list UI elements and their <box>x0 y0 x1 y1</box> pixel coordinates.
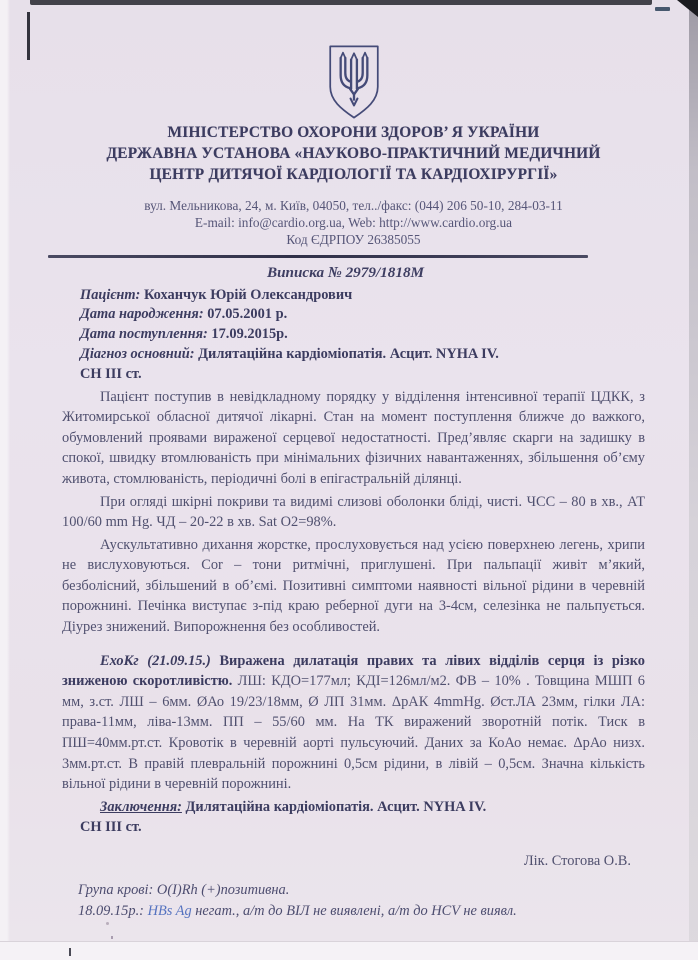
conclusion-line2: СН III ст. <box>80 819 142 836</box>
scan-speck <box>69 948 71 956</box>
lab-footnotes <box>62 880 645 922</box>
serology-date: 18.09.15р.: <box>78 902 148 919</box>
anamnesis-paragraph: Пацієнт поступив в невідкладному порядку у відділення інтенсивної терапії ЦДКК, з Житомирської обласної дитячої лікарні. Стан на момент поступлення ближче до важкого, обумовлений проявами вираженої серцевої недостатності. Пред’являє скарги на задишку в спокої, швидку втомлюваність при мінімальних фізичних навантаженнях, збільшення об’єму живота, стомлюваність, періодичні болі в епігастральній ділянці. <box>62 388 645 487</box>
admission-date-value: 17.09.2015р. <box>211 326 288 343</box>
scan-speck <box>111 936 113 939</box>
blood-group-line: Група крові: O(I)Rh (+)позитивна. <box>78 882 290 898</box>
hbs-ag-highlight: HBs Ag <box>147 902 192 919</box>
header-separator-line <box>48 255 588 258</box>
scan-dash-artifact <box>655 7 670 11</box>
echo-measurements: ЛШ: КДО=177мл; КДІ=126мл/м2. ФВ – 10% . Товщина МШП 6 мм, з.ст. ЛШ – 6мм. ØАо 19/23/18мм, Ø ЛП 31мм. ΔрАК 4mmHg. Øст.ЛА 23мм, гілки ЛА: права-11мм, ліва-13мм. ПП – 55/60 мм. На ТК виражений зворотній потік. Тиск в ПШ=40мм.рт.ст. Кровотік в черевній аорті пульсуючий. Даних за КоАо немає. ΔрАо низх. 3мм.рт.ст. В правій плевральній порожнині 0,5см рідини, в лівій – 0,5см. Значна кількість вільної рідини в черевній порожнині. <box>62 673 646 793</box>
patient-value: Коханчук Юрій Олександрович <box>143 286 353 303</box>
admission-date-row <box>80 325 645 345</box>
edrpou-line: Код ЄДРПОУ 26385055 <box>286 231 421 247</box>
conclusion-value: Дилятаційна кардіоміопатія. Асцит. NYHA IV. <box>181 798 487 815</box>
diagnosis-label: Діагноз основний: <box>80 345 195 362</box>
scan-speck <box>106 922 109 925</box>
ukraine-trident-emblem-icon <box>325 44 383 121</box>
doctor-signature: Лік. Стогова О.В. <box>523 853 631 869</box>
birth-date-value: 07.05.2001 р. <box>207 306 288 323</box>
conclusion-block <box>62 797 645 838</box>
examination-paragraph: При огляді шкірні покриви та видимі слизові оболонки бліді, чисті. ЧСС – 80 в хв., АТ 100/60 mm Hg. ЧД – 20-22 в хв. Sat O2=98%. <box>62 493 645 531</box>
email-web-line: E-mail: info@cardio.org.ua, Web: http://www.cardio.org.ua <box>194 214 513 230</box>
patient-info-block <box>62 286 645 385</box>
birth-date-label: Дата народження: <box>80 306 204 323</box>
document-content <box>62 44 645 922</box>
conclusion-row <box>62 797 645 818</box>
org-line: ЦЕНТР ДИТЯЧОЇ КАРДІОЛОГІЇ ТА КАРДІОХІРУРГІЇ» <box>149 165 558 183</box>
patient-name-row <box>80 286 645 306</box>
org-line: ДЕРЖАВНА УСТАНОВА «НАУКОВО-ПРАКТИЧНИЙ МЕДИЧНИЙ <box>106 144 601 162</box>
scan-bottom-edge <box>0 941 698 960</box>
diagnosis-line2: СН III ст. <box>80 365 142 382</box>
diagnosis-row <box>80 345 645 365</box>
auscultation-paragraph: Аускультативно дихання жорстке, прослуховується над усією поверхнею легень, хрипи не вислуховуються. Cor – тони ритмічні, приглушені. При пальпації живіт м’який, безболісний, збільшений в об’ємі. Позитивні симптоми наявності вільної рідини в черевній порожнині. Печінка виступає з-під краю реберної дуги на 3-4см, селезінка не пальпується. Діурез знижений. Випорожнення без особливостей. <box>62 536 645 636</box>
organization-contacts <box>62 197 645 248</box>
scan-left-tick-artifact <box>27 12 30 60</box>
serology-results: негат., а/т до ВІЛ не виявлені, а/т до HCV не виявл. <box>191 902 517 919</box>
org-line: МІНІСТЕРСТВО ОХОРОНИ ЗДОРОВ’ Я УКРАЇНИ <box>167 123 540 141</box>
echo-summary: Виражена дилатація правих та лівих відділів серця із різко зниженою скоротливістю. <box>62 652 645 690</box>
document-title: Виписка № 2979/1818М <box>266 263 425 281</box>
patient-label: Пацієнт: <box>80 286 141 303</box>
serology-line <box>78 901 645 922</box>
address-line: вул. Мельникова, 24, м. Київ, 04050, тел../факс: (044) 206 50-10, 284-03-11 <box>144 197 563 213</box>
scan-left-margin <box>0 0 10 960</box>
scan-right-edge <box>689 0 698 960</box>
birth-date-row <box>80 305 645 325</box>
scan-top-bar-artifact <box>30 0 652 5</box>
echo-label: ЕхоКг (21.09.15.) <box>100 652 220 669</box>
conclusion-label: Заключення: <box>100 798 182 815</box>
echocardiography-paragraph <box>62 651 645 795</box>
organization-name <box>62 122 645 185</box>
admission-date-label: Дата поступлення: <box>80 326 208 343</box>
diagnosis-value: Дилятаційна кардіоміопатія. Асцит. NYHA IV. <box>198 345 499 362</box>
